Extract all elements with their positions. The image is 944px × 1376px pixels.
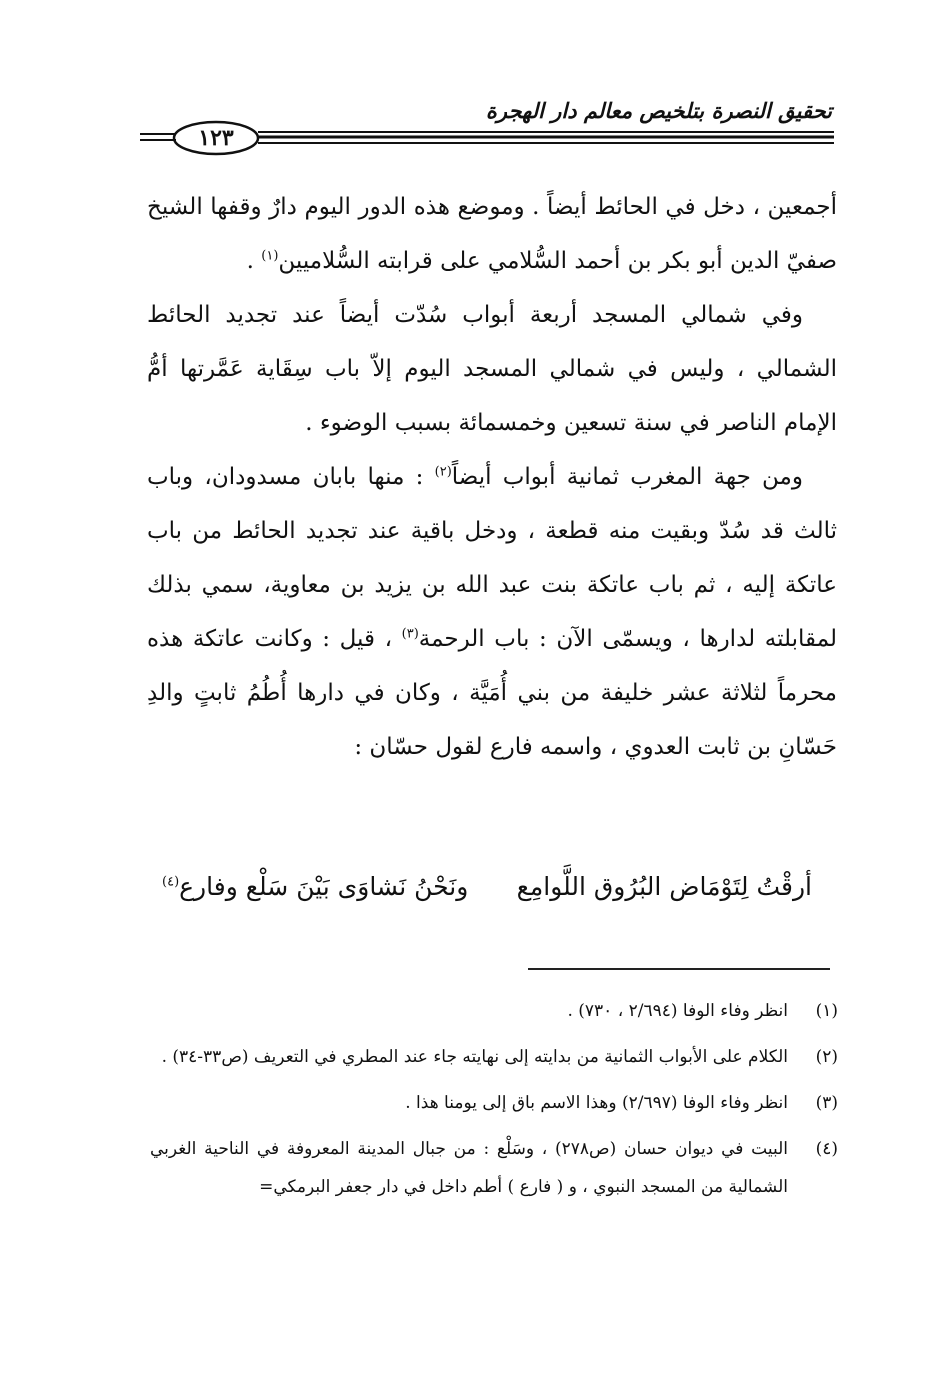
footnote-separator: [528, 968, 830, 970]
footnote-ref-2: (٢): [434, 464, 452, 480]
main-text: [147, 180, 837, 774]
footnote-ref-1: (١): [261, 248, 279, 264]
verse-hemistich-first: أرقْتُ لِتَوْمَاض البُرُوق اللَّوامِع: [516, 872, 812, 901]
footnotes: [150, 992, 838, 1214]
paragraph-2: وفي شمالي المسجد أربعة أبواب سُدّت أيضاً عند تجديد الحائط الشمالي ، وليس في شمالي المسجد اليوم إلاّ باب سِقَاية عَمَّرتها أمُّ الإمام الناصر في سنة تسعين وخمسمائة بسبب الوضوء .: [147, 302, 837, 436]
footnote-ref-3: (٣): [401, 626, 419, 642]
paragraph-3: ومن جهة المغرب ثمانية أبواب أيضاً$^{(٢)}$ : منها بابان مسدودان، وباب ثالث قد سُدّ وبقيت منه قطعة ، ودخل باقية عند تجديد الحائط من باب عاتكة إليه ، ثم باب عاتكة بنت عبد الله بن يزيد بن معاوية، سمي بذلك لمقابلته لدارها ، ويسمّى الآن : باب الرحمة$^{(٣)}$ ، قيل : وكانت عاتكة هذه محرماً لثلاثة عشر خليفة من بني أُمَيَّة ، وكان في دارها أُطُمُ ثابتٍ والدِ حَسّانِ بن ثابت العدوي ، واسمه فارع لقول حسّان :: [147, 464, 837, 760]
running-title: تحقيق النصرة بتلخيص معالم دار الهجرة: [485, 98, 832, 123]
footnote-3: (٣) انظر وفاء الوفا (٢/٦٩٧) وهذا الاسم باق إلى يومنا هذا .: [405, 1093, 838, 1113]
page-number: ١٢٣: [198, 125, 234, 151]
header-rule: [140, 118, 834, 158]
paragraph-1: أجمعين ، دخل في الحائط أيضاً . وموضع هذه الدور اليوم دارٌ وقفها الشيخ صفيّ الدين أبو بكر بن أحمد السُّلامي على قرابته السُّلاميين$^{(١)}$ .: [147, 194, 837, 274]
footnote-2: (٢) الكلام على الأبواب الثمانية من بدايته إلى نهايته جاء عند المطري في التعريف (ص٣٣-٣٤) .: [161, 1047, 838, 1067]
footnote-4: (٤) البيت في ديوان حسان (ص٢٧٨) ، وسَلْع : من جبال المدينة المعروفة في الناحية الغربي الشمالية من المسجد النبوي ، و ( فارع ) أطم داخل في دار جعفر البرمكي=: [150, 1139, 838, 1197]
verse-hemistich-second: ونَحْنُ نَشاوَى بَيْنَ سَلْع وفارع$^{(٤)}$: [162, 872, 469, 901]
footnote-ref-4: (٤): [162, 874, 180, 890]
footnote-1: (١) انظر وفاء الوفا (٢/٦٩٤ ، ٧٣٠) .: [567, 1001, 838, 1021]
